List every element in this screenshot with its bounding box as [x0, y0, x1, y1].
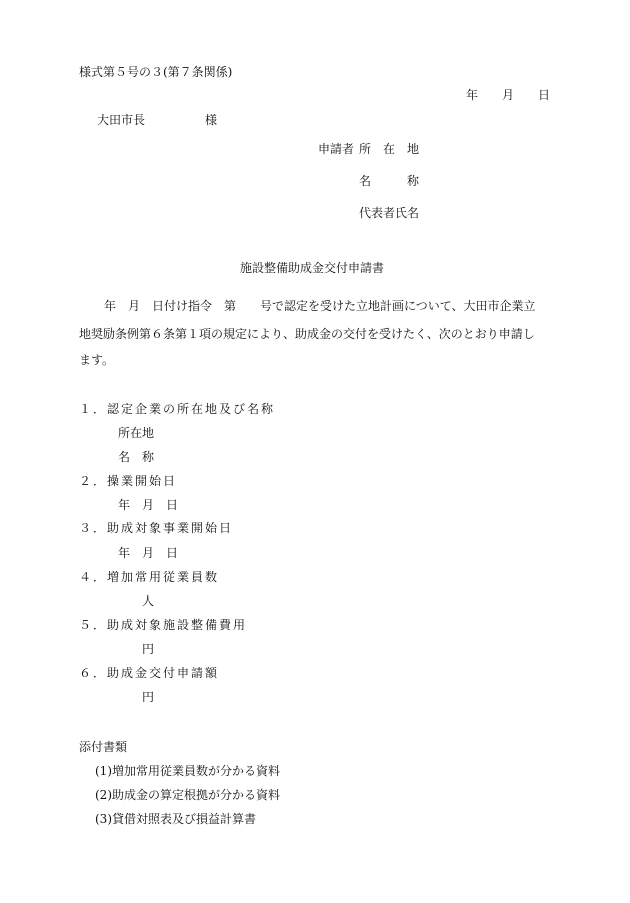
item-1-sub-name: 名 称: [118, 450, 155, 464]
item-3-heading: ３．助成対象事業開始日: [79, 521, 234, 535]
attachment-item-3: (3)貸借対照表及び損益計算書: [95, 812, 256, 826]
item-4-heading: ４．増加常用従業員数: [79, 570, 220, 584]
attachment-item-2: (2)助成金の算定根拠が分かる資料: [95, 788, 280, 802]
body-line-3: ます。: [79, 353, 115, 367]
document-title: 施設整備助成金交付申請書: [240, 261, 385, 275]
applicant-name-label: 名 称: [359, 174, 420, 188]
addressee: 大田市長 様: [97, 113, 218, 127]
body-line-1: 年 月 日付け指令 第 号で認定を受けた立地計画について、大田市企業立: [104, 299, 536, 313]
item-1-heading: １．認定企業の所在地及び名称: [79, 402, 276, 416]
item-1-sub-address: 所在地: [118, 426, 155, 440]
attachments-heading: 添付書類: [79, 740, 128, 754]
item-6-value: 円: [142, 690, 155, 704]
item-3-value: 年 月 日: [118, 546, 179, 560]
attachment-item-1: (1)増加常用従業員数が分かる資料: [95, 764, 280, 778]
item-2-heading: ２．操業開始日: [79, 474, 178, 488]
item-4-value: 人: [142, 594, 155, 608]
item-5-heading: ５．助成対象施設整備費用: [79, 618, 248, 632]
applicant-heading: 申請者: [318, 142, 355, 156]
item-6-heading: ６．助成金交付申請額: [79, 666, 220, 680]
item-2-value: 年 月 日: [118, 498, 179, 512]
item-5-value: 円: [142, 642, 155, 656]
applicant-address-label: 所 在 地: [359, 142, 420, 156]
applicant-representative-label: 代表者氏名: [359, 206, 420, 220]
form-label: 様式第５号の３(第７条関係): [79, 65, 233, 79]
date-line: 年 月 日: [466, 88, 551, 102]
body-line-2: 地奨励条例第６条第１項の規定により、助成金の交付を受けたく、次のとおり申請し: [79, 327, 535, 341]
